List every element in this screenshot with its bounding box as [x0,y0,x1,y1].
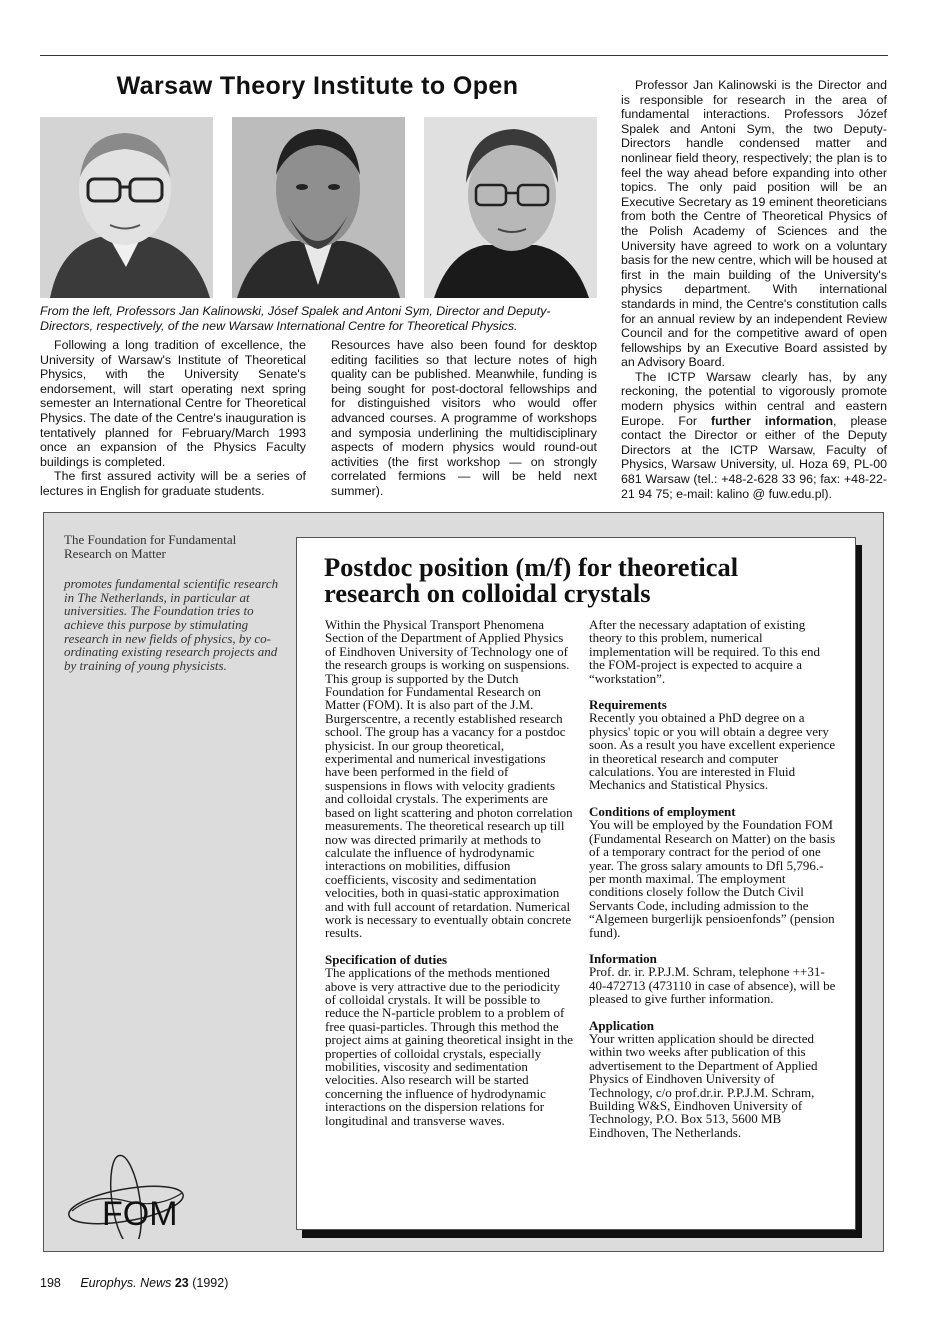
ad-column-2 [589,618,837,1139]
foundation-name: The Foundation for Fundamental Research on Matter [64,532,237,561]
article-paragraph: Resources have also been found for desktop editing facilities so that lecture notes of high quality can be published. Meanwhile, funding is being sought for post-doctoral fellowships and for distinguished visitors who would offer advanced courses. A programme of workshops and symposia underlining the multidisciplinary aspects of modern physics would round-out activities (the first workshop — on strongly correlated fermions — will be held next summer). [331,338,597,498]
requirements-text: Recently you obtained a PhD degree on a physics' topic or you will obtain a degree very soon. As a result you have excellent experience in theoretical research and computer calculations. You are interested in Fluid Mechanics and Statistical Physics. [589,710,836,793]
conditions-text: You will be employed by the Foundation FOM (Fundamental Research on Matter) on the basis of a temporary contract for the period of one year. The gross salary amounts to Dfl 5,796.- per month maximal. The employment conditions closely follow the Dutch Civil Servants Code, including admission to the “Algemeen burgerlijk pensioenfonds” (pension fund). [589,817,836,940]
contact-text-lead: The ICTP Warsaw clearly has, by any reckoning, the potential to vigorously promote modern physics within central and eastern Europe. For [621,369,887,428]
portrait-3-image [424,117,597,298]
journal-volume: 23 [174,1276,189,1290]
article-paragraph: Following a long tradition of excellence, the University of Warsaw's Institute of Theoretical Physics, with the University Senate's endorsement, will start operating next spring semester an International Centre for Theoretical Physics. The date of the Centre's inauguration is tentatively planned for February/March 1993 once an expansion of the Physics Faculty buildings is completed. [40,338,306,469]
ad-column-1 [325,618,573,1127]
conditions-heading: Conditions of employment [589,803,736,819]
ad-intro: Within the Physical Transport Phenomena Section of the Department of Applied Physics of Eindhoven University of Technology one of the research groups is working on suspensions. This group is supported by the Dutch Foundation for Fundamental Research on Matter (FOM). It is also part of the J.M. Burgerscentre, a recently established research school. The group has a vacancy for a postdoc physicist. In our group theoretical, experimental and numerical investigations have been performed in the field of suspensions in flows with velocity gradients and colloidal crystals. The experiments are based on light scattering and photon correlation measurements. The theoretical research up till now was directed primarily at methods to calculate the influence of hydrodynamic interactions on mobilities, diffusion coefficients, viscosity and sedimentation velocities, both in quasi-static approximation and with full account of retardation. Numerical work is necessary to eventually obtain concrete results. [325,617,573,941]
information-heading: Information [589,950,657,966]
page-number: 198 [40,1276,61,1290]
fom-advertisement [43,512,884,1252]
fom-logo [64,1153,189,1239]
top-rule [40,55,888,56]
ad-panel [296,537,856,1230]
article-paragraph: Professor Jan Kalinowski is the Director and is responsible for research in the area of fundamental interactions. Professors Józef Spalek and Antoni Sym, the two Deputy-Directors handle condensed matter and nonlinear field theory, respectively; the plan is to feel the way ahead before expanding into other topics. The only paid position will be an Executive Secretary as 19 eminent theoreticians from both the Centre of Theoretical Physics of the Polish Academy of Sciences and the University have agreed to work on a voluntary basis for the new centre, which will be housed at first in the main building of the University's physics department. With international standards in mind, the Centre's constitution calls for an annual review by an independent Review Council and for the competitive award of open fellowships by an Executive Board assisted by an Advisory Board. [621,78,887,370]
photo-caption: From the left, Professors Jan Kalinowski, Jósef Spalek and Antoni Sym, Director and Deputy-Directors, respectively, of the new Warsaw International Centre for Theoretical Physics. [40,304,551,333]
article-paragraph [621,370,887,501]
ad-col2-intro: After the necessary adaptation of existing theory to this problem, numerical implementation will be required. To this end the FOM-project is expected to acquire a “workstation”. [589,617,820,686]
article-column-3 [621,78,887,501]
article-paragraph: The first assured activity will be a series of lectures in English for graduate students. [40,469,306,498]
spec-heading: Specification of duties [325,951,448,967]
portrait-2-image [232,117,405,298]
fom-logo-text: FOM [102,1195,178,1233]
photo-kalinowski [40,117,213,298]
journal-year: (1992) [192,1276,229,1290]
portrait-1-image [40,117,213,298]
page-footer [40,1276,228,1290]
ad-title: Postdoc position (m/f) for theoretical research on colloidal crystals [324,552,739,608]
photo-spalek [232,117,405,298]
spec-text: The applications of the methods mentioned above is very attractive due to the periodicity of colloidal crystals. It will be possible to reduce the N-particle problem to a problem of free quasi-particles. Through this method the project aims at gaining theoretical insight in the properties of colloidal crystals, especially mobilities, viscosity and sedimentation velocities. Also research will be started concerning the influence of hydrodynamic interactions on the dispersion relations for longitudinal and transverse waves. [325,965,574,1128]
journal-name: Europhys. News [80,1276,172,1290]
contact-text-details: , please contact the Director or either of the Deputy Directors at the ICTP Warsaw, Faculty of Physics, Warsaw University, ul. Hoza 69, PL-00 681 Warsaw (tel.: +48-2-628 33 96; fax: +48-22-21 94 75; e-mail: kalino @ fuw.edu.pl). [621,413,887,501]
information-text: Prof. dr. ir. P.P.J.M. Schram, telephone ++31-40-472713 (473110 in case of absence), will be pleased to give further information. [589,964,836,1007]
application-text: Your written application should be directed within two weeks after publication of this advertisement to the Department of Applied Physics of Eindhoven University of Technology, c/o prof.dr.ir. P.P.J.M. Schram, Building W&S, Eindhoven University of Technology, P.O. Box 513, 5600 MB Eindhoven, The Netherlands. [589,1030,818,1140]
article-column-2 [331,338,597,499]
photo-sym [424,117,597,298]
fom-sidebar [64,533,279,672]
further-information-label: further information [710,413,834,428]
article-column-1 [40,338,306,499]
requirements-heading: Requirements [589,697,667,713]
article-headline: Warsaw Theory Institute to Open [116,72,519,100]
application-heading: Application [589,1017,655,1033]
foundation-mission: promotes fundamental scientific research in The Netherlands, in particular at universities. The Foundation tries to achieve this purpose by stimulating research in new fields of physics, by co-ordinating existing research projects and by training of young physicists. [64,576,279,673]
